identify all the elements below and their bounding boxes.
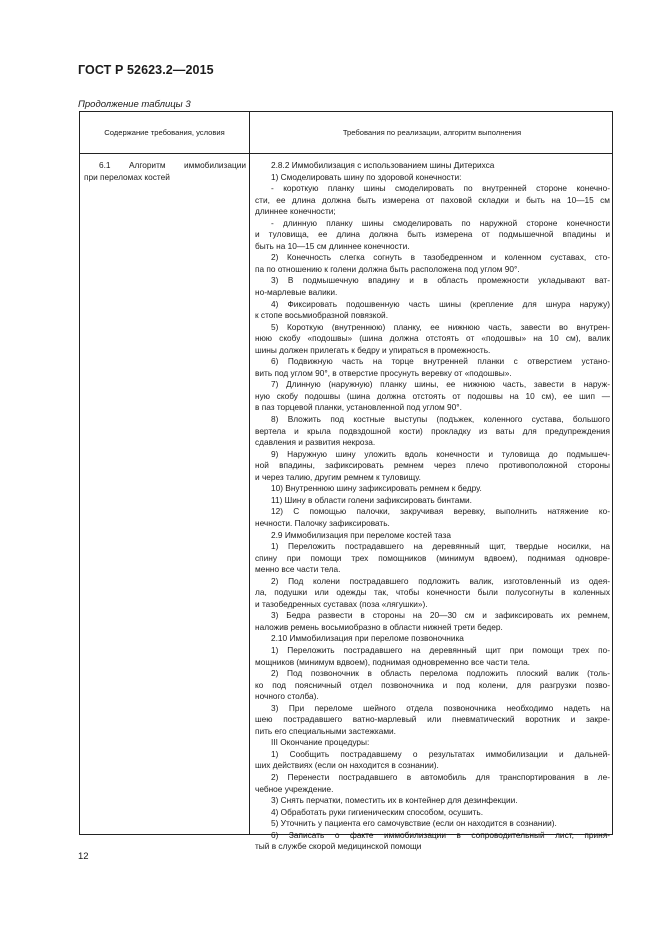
algorithm-line: мощников (минимум вдвоем), поднимая одновременно все части тела. bbox=[255, 656, 530, 667]
algorithm-paragraph bbox=[255, 299, 610, 322]
algorithm-line: 3) При переломе шейного отдела позвоночника необходимо надеть на bbox=[271, 702, 610, 713]
algorithm-paragraph bbox=[255, 633, 610, 645]
algorithm-line: вертела и крыла подвздошной кости) прокладку из ваты для предупреждения bbox=[255, 425, 610, 436]
requirement-line: 6.1 Алгоритм иммобилизации bbox=[99, 160, 246, 170]
algorithm-line: нюю скобу «подошвы» (шина должна отстоять от «подошвы» на 10 см), валик bbox=[255, 333, 610, 344]
algorithm-paragraph bbox=[255, 749, 610, 772]
algorithm-paragraph bbox=[255, 818, 610, 830]
header-implementation-algorithm: Требования по реализации, алгоритм выполнения bbox=[342, 128, 522, 137]
algorithm-line: - короткую планку шины смоделировать по внутренней стороне конечно- bbox=[271, 183, 610, 194]
algorithm-paragraph bbox=[255, 703, 610, 738]
standard-number: ГОСТ Р 52623.2—2015 bbox=[78, 63, 214, 77]
page-number: 12 bbox=[78, 851, 89, 862]
algorithm-line: 3) В подмышечную впадину и в область промежности укладывают ват- bbox=[271, 275, 610, 286]
algorithm-line: 6) Подвижную часть на торце внутренней планки с отверстием устано- bbox=[271, 356, 610, 367]
algorithm-paragraph bbox=[255, 668, 610, 703]
algorithm-paragraph bbox=[255, 379, 610, 414]
algorithm-line: 11) Шину в области голени зафиксировать бинтами. bbox=[271, 494, 472, 505]
algorithm-line: 10) Внутреннюю шину зафиксировать ремнем к бедру. bbox=[271, 483, 482, 494]
algorithm-line: 2.10 Иммобилизация при переломе позвоночника bbox=[271, 633, 464, 644]
algorithm-line: 2.8.2 Иммобилизация с использованием шины Дитерихса bbox=[271, 160, 495, 170]
algorithm-paragraph bbox=[255, 183, 610, 218]
algorithm-paragraph bbox=[255, 449, 610, 484]
algorithm-line: 1) Смоделировать шину по здоровой конечности: bbox=[271, 171, 462, 182]
algorithm-line: 12) С помощью палочки, закручивая веревку, выполнить натяжение ко- bbox=[271, 506, 610, 517]
algorithm-line: пить его специальными застежками. bbox=[255, 725, 396, 736]
algorithm-paragraph bbox=[255, 830, 610, 853]
algorithm-paragraph bbox=[255, 356, 610, 379]
algorithm-paragraph bbox=[255, 541, 610, 576]
algorithm-line: па по отношению к голени должна быть расположена под углом 90°. bbox=[255, 263, 520, 274]
algorithm-line: сти, ее длина должна быть измерена от паховой складки и быть на 10—15 см bbox=[255, 194, 610, 205]
algorithm-line: в паз торцевой планки, установленной под углом 90°. bbox=[255, 402, 462, 413]
algorithm-line: вить под углом 90°, в отверстие просунуть веревку от «подошвы». bbox=[255, 367, 512, 378]
table-header-row bbox=[80, 112, 612, 154]
column-divider bbox=[249, 112, 250, 834]
algorithm-paragraph bbox=[255, 645, 610, 668]
algorithm-line: шины должен прилегать к бедру и упираться в промежность. bbox=[255, 344, 491, 355]
algorithm-line: наложив ремень восьмиобразно в области нижней трети бедер. bbox=[255, 621, 503, 632]
algorithm-line: и тазобедренных суставах (поза «лягушки»). bbox=[255, 598, 428, 609]
algorithm-line: и через талию, другим ремнем к туловищу. bbox=[255, 471, 421, 482]
algorithm-line: 4) Обработать руки гигиеническим способом, осушить. bbox=[271, 806, 484, 817]
algorithm-paragraph bbox=[255, 218, 610, 253]
algorithm-line: ко под поясничный отдел позвоночника и под колени, для разгрузки позво- bbox=[255, 679, 610, 690]
algorithm-line: - длинную планку шины смоделировать по наружной стороне конечности bbox=[271, 217, 610, 228]
algorithm-line: 2) Под позвоночник в область перелома подложить плоский валик (толь- bbox=[271, 668, 610, 679]
algorithm-paragraph bbox=[255, 322, 610, 357]
algorithm-line: 2) Перенести пострадавшего в автомобиль для транспортирования в ле- bbox=[271, 771, 610, 782]
requirements-table bbox=[79, 111, 613, 852]
algorithm-paragraph bbox=[255, 483, 610, 495]
algorithm-line: и туловища, ее длина должна быть измерена от подмышечной впадины и bbox=[255, 229, 610, 240]
algorithm-paragraph bbox=[255, 172, 610, 184]
algorithm-line: шею пострадавшего ватно-марлевый или пневматический воротник и закре- bbox=[255, 714, 610, 725]
algorithm-paragraph bbox=[255, 530, 610, 542]
algorithm-line: 1) Переложить пострадавшего на деревянный щит при помощи трех по- bbox=[271, 644, 610, 655]
algorithm-line: но-марлевые валики. bbox=[255, 287, 338, 298]
algorithm-line: 1) Сообщить пострадавшему о результатах иммобилизации и дальней- bbox=[271, 748, 610, 759]
algorithm-paragraph bbox=[255, 506, 610, 529]
algorithm-paragraph bbox=[255, 576, 610, 611]
algorithm-paragraph bbox=[255, 795, 610, 807]
algorithm-paragraph bbox=[255, 160, 610, 172]
algorithm-paragraph bbox=[255, 252, 610, 275]
algorithm-line: 2) Конечность слегка согнуть в тазобедренном и коленном суставах, сто- bbox=[271, 252, 610, 263]
algorithm-line: 5) Короткую (внутреннюю) планку, ее нижнюю часть, завести во внутрен- bbox=[271, 321, 610, 332]
algorithm-line: 9) Наружную шину уложить вдоль конечности и туловища до подмышеч- bbox=[271, 448, 610, 459]
algorithm-line: быть на 10—15 см длиннее конечности. bbox=[255, 240, 410, 251]
table-continuation-label: Продолжение таблицы 3 bbox=[78, 99, 191, 110]
algorithm-line: к стопе восьмиобразной повязкой. bbox=[255, 310, 388, 321]
algorithm-line: 6) Записать о факте иммобилизации в сопроводительный лист, приня- bbox=[271, 829, 610, 840]
algorithm-paragraph bbox=[255, 807, 610, 819]
algorithm-paragraph bbox=[255, 495, 610, 507]
algorithm-line: 2) Под колени пострадавшего подложить валик, изготовленный из одея- bbox=[271, 575, 610, 586]
algorithm-line: менно все части тела. bbox=[255, 564, 341, 575]
algorithm-line: 4) Фиксировать подошвенную часть шины (крепление для шнура наружу) bbox=[271, 298, 610, 309]
algorithm-line: 2.9 Иммобилизация при переломе костей таза bbox=[271, 529, 451, 540]
algorithm-paragraph bbox=[255, 275, 610, 298]
algorithm-line: 5) Уточнить у пациента его самочувствие (если он находится в сознании). bbox=[271, 818, 557, 829]
algorithm-line: сдавления и развития некроза. bbox=[255, 437, 376, 448]
algorithm-line: длиннее конечности; bbox=[255, 206, 336, 217]
algorithm-paragraph bbox=[255, 772, 610, 795]
algorithm-line: 3) Бедра развести в стороны на 20—30 см и зафиксировать их ремнем, bbox=[271, 610, 610, 621]
algorithm-line: ночного столба). bbox=[255, 691, 319, 702]
algorithm-line: тый в службе скорой медицинской помощи bbox=[255, 841, 422, 852]
algorithm-paragraph bbox=[255, 610, 610, 633]
requirement-cell bbox=[84, 160, 246, 183]
algorithm-cell bbox=[255, 160, 610, 853]
algorithm-line: ную скобу подошвы (шина должна отстоять от подошвы на 10 см), ее шип — bbox=[255, 390, 610, 401]
algorithm-line: нечности. Палочку зафиксировать. bbox=[255, 517, 390, 528]
requirement-line: при переломах костей bbox=[84, 171, 170, 182]
algorithm-line: ла, подушки или одежды так, чтобы конечности были полусогнуты в коленных bbox=[255, 587, 610, 598]
algorithm-line: 1) Переложить пострадавшего на деревянный щит, твердые носилки, на bbox=[271, 541, 610, 552]
algorithm-paragraph bbox=[255, 414, 610, 449]
algorithm-paragraph bbox=[255, 737, 610, 749]
algorithm-line: III Окончание процедуры: bbox=[271, 737, 370, 748]
algorithm-line: спину при помощи трех помощников (минимум вдвоем), поднимая одновре- bbox=[255, 552, 610, 563]
algorithm-line: 7) Длинную (наружную) планку шины, ее нижнюю часть, завести в наруж- bbox=[271, 379, 610, 390]
header-requirement-content: Содержание требования, условия bbox=[104, 128, 225, 137]
algorithm-line: ной впадины, зафиксировать ремнем через плечо противоположной стороны bbox=[255, 460, 610, 471]
algorithm-line: чебное учреждение. bbox=[255, 783, 334, 794]
algorithm-line: 3) Снять перчатки, поместить их в контейнер для дезинфекции. bbox=[271, 795, 518, 806]
algorithm-line: 8) Вложить под костные выступы (подъжек, коленного сустава, большого bbox=[271, 414, 610, 425]
algorithm-line: ших действиях (если он находится в сознании). bbox=[255, 760, 439, 771]
